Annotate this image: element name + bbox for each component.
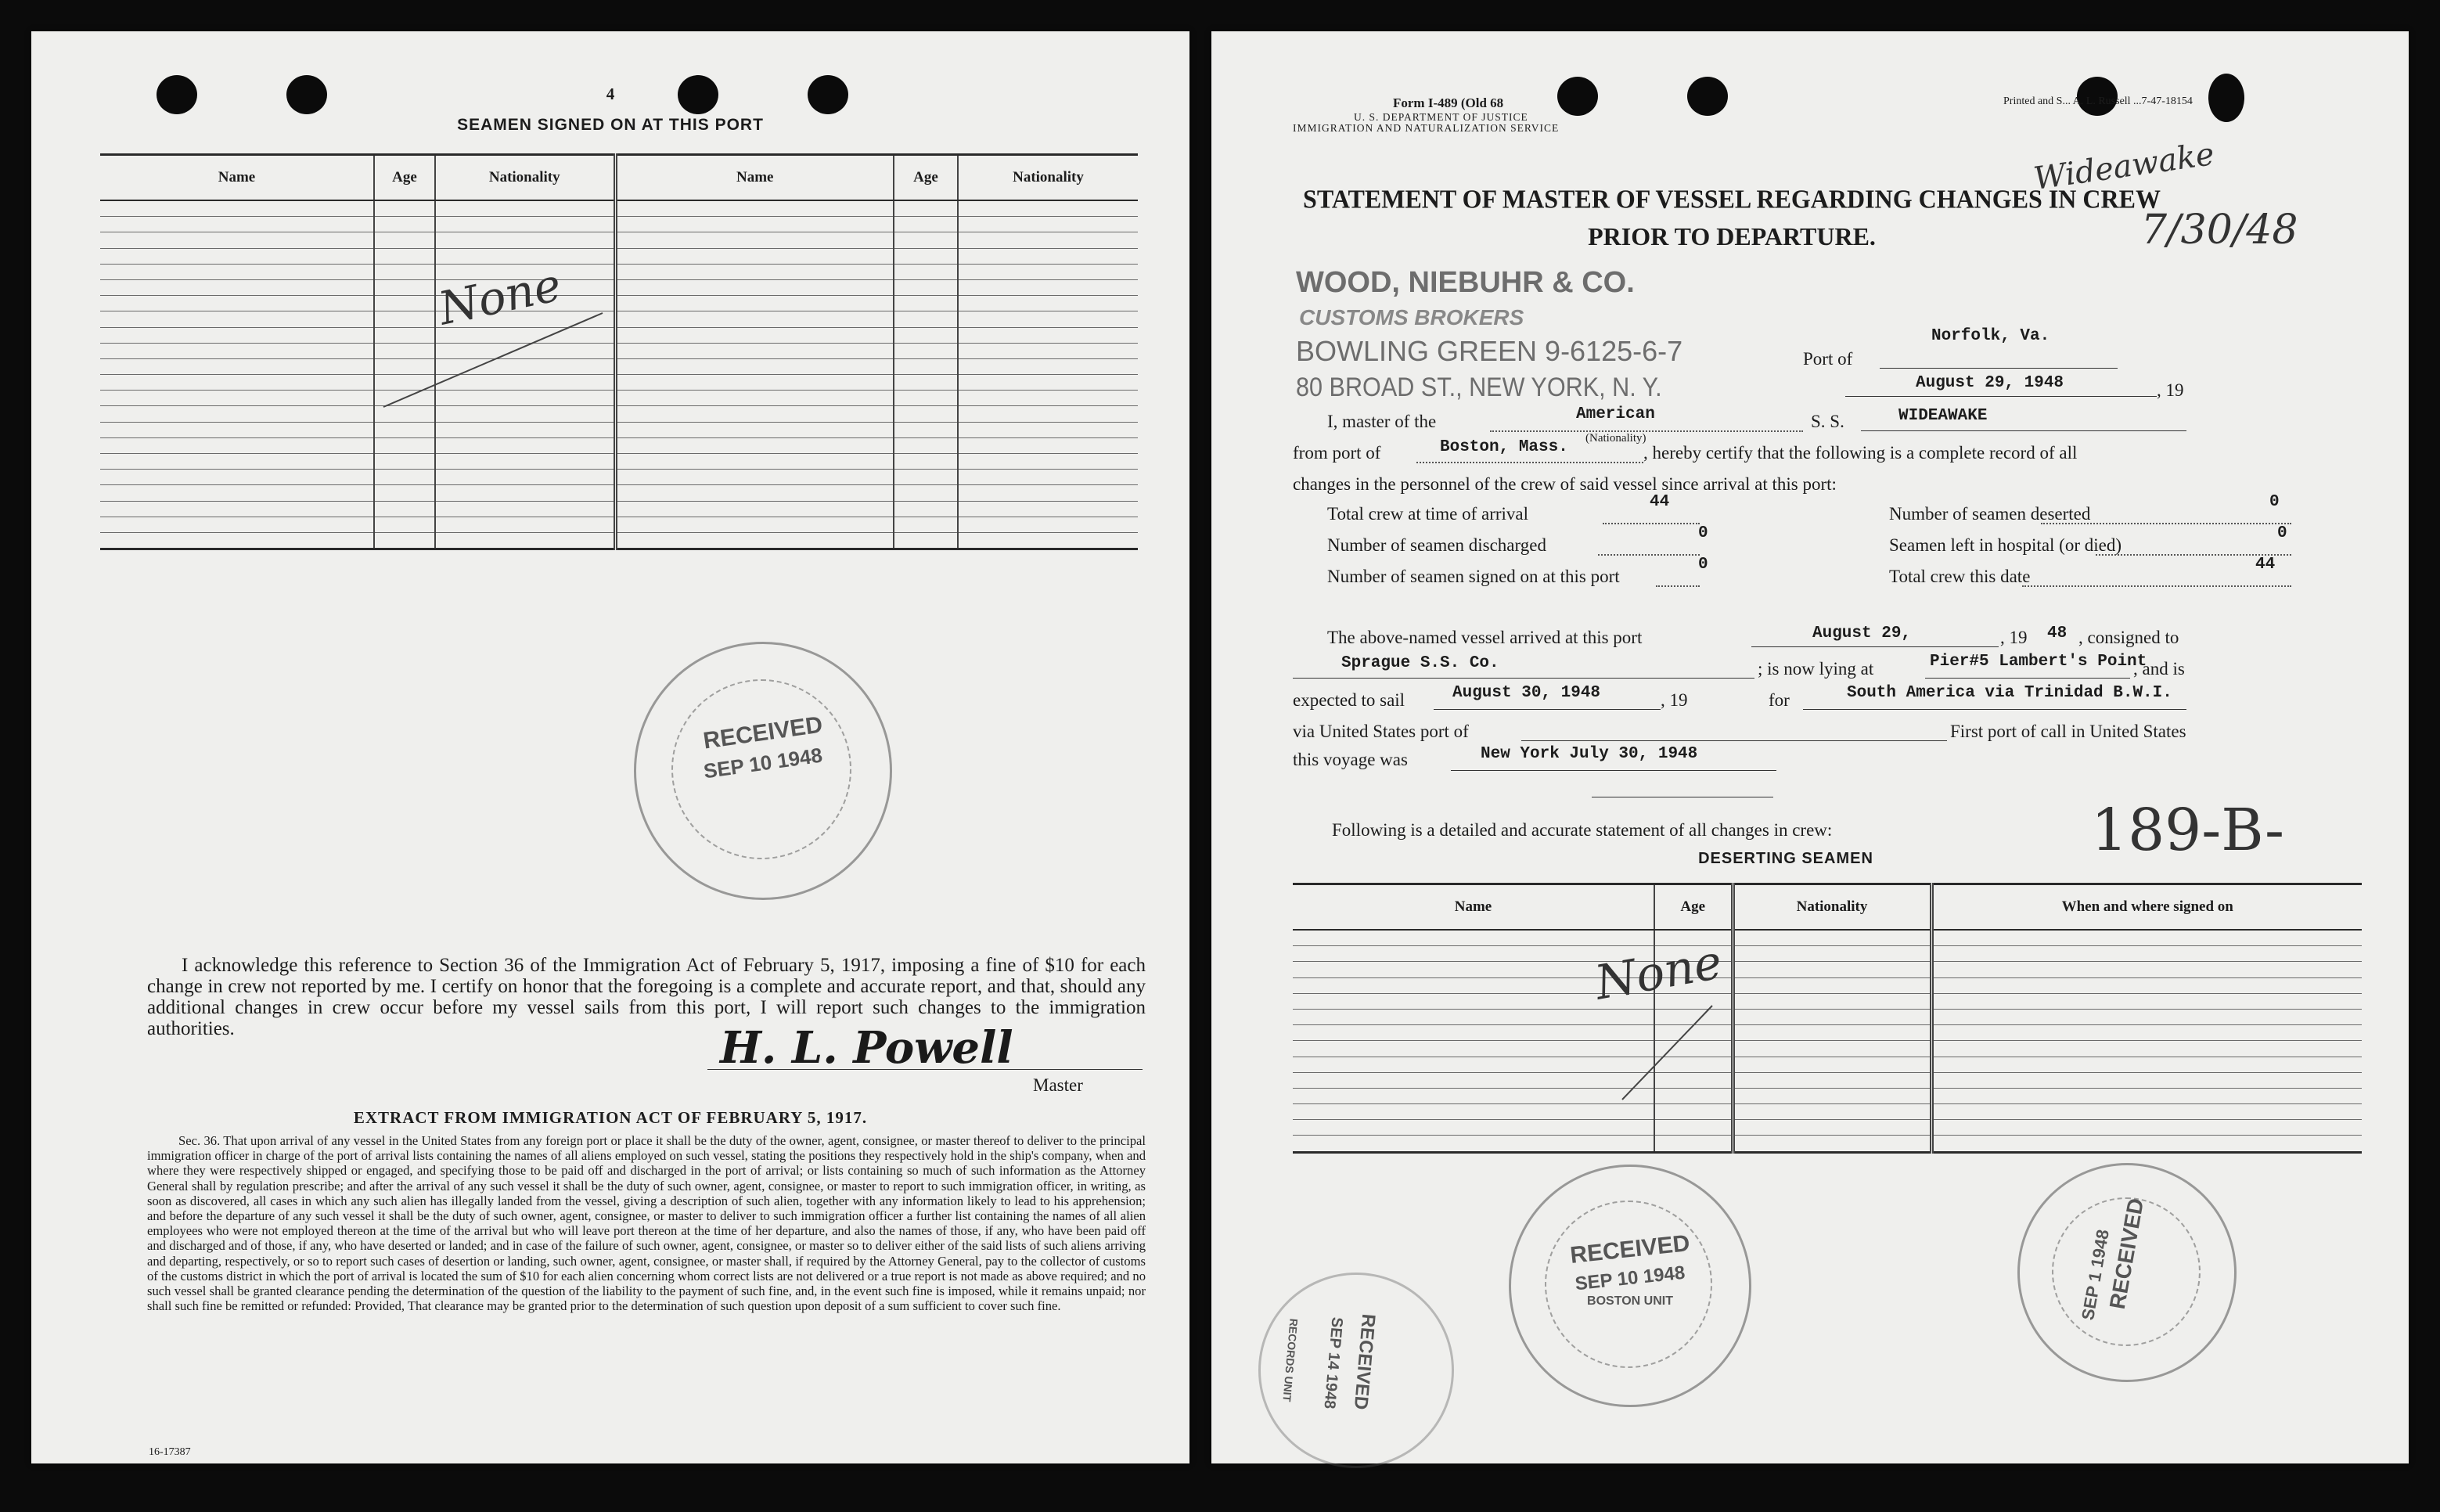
table-cell <box>958 517 1138 532</box>
table-row <box>100 422 1138 437</box>
table-cell <box>958 232 1138 248</box>
table-cell <box>435 232 615 248</box>
handwritten-none: None <box>1591 934 1726 1011</box>
destination: South America via Trinidad B.W.I. <box>1847 684 2172 702</box>
table-cell <box>958 454 1138 470</box>
service-line: IMMIGRATION AND NATURALIZATION SERVICE <box>1293 122 1560 134</box>
table-cell <box>1733 977 1931 993</box>
table-row <box>100 406 1138 422</box>
punch-hole <box>1687 77 1728 116</box>
table-cell <box>894 532 958 549</box>
table-cell <box>958 391 1138 406</box>
table-cell <box>100 232 374 248</box>
table-row <box>100 248 1138 264</box>
table-row <box>1293 1120 2362 1136</box>
table-cell <box>1733 1025 1931 1041</box>
stamp-date: SEP 10 1948 <box>1574 1262 1686 1295</box>
table-cell <box>1733 962 1931 977</box>
nationality-value: American <box>1576 405 1655 423</box>
table-cell <box>100 296 374 311</box>
table-row <box>100 391 1138 406</box>
table-cell <box>615 217 894 232</box>
table-cell <box>100 217 374 232</box>
table-cell <box>1733 993 1931 1009</box>
table-cell <box>374 454 435 470</box>
master-of-label: I, master of the <box>1327 412 1437 431</box>
arrived-value: August 29, <box>1812 625 1912 643</box>
table-cell <box>100 485 374 501</box>
signed-on-table <box>100 153 1138 550</box>
col-header-age: Age <box>1654 884 1733 931</box>
table-row <box>1293 1088 2362 1103</box>
table-cell <box>1293 1041 1654 1057</box>
stamp-word: RECEIVED <box>2104 1196 2149 1312</box>
strike-line <box>376 305 610 415</box>
file-number: 189-B- <box>2091 797 2285 864</box>
voyage-label: this voyage was <box>1293 750 1408 769</box>
form-code: 16-17387 <box>149 1446 191 1458</box>
table-cell <box>1293 1104 1654 1120</box>
table-cell <box>435 517 615 532</box>
table-cell <box>1931 962 2362 977</box>
table-cell <box>958 422 1138 437</box>
table-row <box>100 232 1138 248</box>
table-cell <box>894 200 958 217</box>
table-cell <box>100 454 374 470</box>
form-title: STATEMENT OF MASTER OF VESSEL REGARDING CHANGES IN CREW <box>1303 184 2161 214</box>
stamp-word: RECEIVED <box>701 711 825 754</box>
department-line: U. S. DEPARTMENT OF JUSTICE <box>1354 111 1528 123</box>
table-cell <box>100 327 374 343</box>
table-cell <box>958 248 1138 264</box>
table-cell <box>435 485 615 501</box>
stat-value: 44 <box>2255 556 2276 574</box>
table-cell <box>1931 1057 2362 1072</box>
col-header-age: Age <box>894 155 958 201</box>
table-cell <box>1654 1120 1733 1136</box>
table-cell <box>100 279 374 295</box>
table-cell <box>1293 1120 1654 1136</box>
table-cell <box>615 406 894 422</box>
table-row <box>1293 993 2362 1009</box>
via-label: via United States port of <box>1293 722 1469 741</box>
stat-label: Number of seamen deserted <box>1889 504 2091 524</box>
table-cell <box>435 454 615 470</box>
voyage-value: New York July 30, 1948 <box>1481 745 1698 763</box>
agent-phone-stamp: BOWLING GREEN 9-6125-6-7 <box>1296 335 1683 367</box>
table-row <box>1293 1057 2362 1072</box>
table-cell <box>958 532 1138 549</box>
table-cell <box>374 470 435 485</box>
extract-text: Sec. 36. That upon arrival of any vessel in the United States from any foreign port or place it shall be the duty of the owner, agent, consignee, or master thereof to deliver to the principal immigration officer in charge of the port of arrival lists containing the names of all aliens employed on such vessel, stating the positions they respectively hold in the ship's company, when and where they were respectively shipped or engaged, and specifying those to be paid off and discharged in the port of arrival; or lists containing so much of such information as the Attorney General shall by regulation prescribe; and after the arrival of any such vessel it shall be the duty of such owner, agent, consignee, or master to report to such immigration officer, in writing, as soon as discovered, all cases in which any such alien has illegally landed from the vessel, giving a description of such alien, together with any information likely to lead to his apprehension; and before the departure of any such vessel it shall be the duty of such owner, agent, consignee, or master to deliver to such immigration officer a further list containing the names of all alien employees who were not employed thereon at the time of the arrival but who will leave port thereon at the time of her departure, and also the names of those, if any, who have been paid off and discharged and of those, if any, who have deserted or landed; and in case of the failure of such owner, agent, consignee, or master so to deliver either of the said lists of such aliens arriving and departing, respectively, or so to report such cases of desertion or landing, such owner, agent, consignee, or master shall, if required by the Attorney General, pay to the collector of customs of the customs district in which the port of arrival is located the sum of $10 for each alien concerning whom correct lists are not delivered or a true report is not made as above required; and no such vessel shall be granted clearance pending the determination of the question of the liability to the payment of such fine, and, in the event such fine is imposed, while it remains unpaid; nor shall such fine be remitted or refunded: Provided, That clearance may be granted prior to the determination of such question upon deposit of a sum sufficient to cover such fine. <box>147 1133 1146 1314</box>
table-cell <box>958 279 1138 295</box>
form-subtitle: PRIOR TO DEPARTURE. <box>1588 222 1876 250</box>
table-cell <box>100 406 374 422</box>
table-cell <box>435 437 615 453</box>
consigned-label: , consigned to <box>2078 628 2179 647</box>
table-cell <box>958 437 1138 453</box>
stat-label: Seamen left in hospital (or died) <box>1889 535 2122 555</box>
table-cell <box>1293 1025 1654 1041</box>
table-cell <box>1654 1104 1733 1120</box>
table-cell <box>958 217 1138 232</box>
table-row <box>1293 1041 2362 1057</box>
col-header-name: Name <box>1293 884 1654 931</box>
deserting-rows <box>1293 930 2362 1152</box>
table-cell <box>1293 1088 1654 1103</box>
following-text: Following is a detailed and accurate statement of all changes in crew: <box>1332 820 1833 840</box>
page-number: 4 <box>606 85 615 103</box>
vessel-name: WIDEAWAKE <box>1898 407 1988 425</box>
table-cell <box>615 517 894 532</box>
table-row <box>100 358 1138 374</box>
stat-value: 0 <box>2269 493 2280 511</box>
port-value: Norfolk, Va. <box>1931 327 2050 345</box>
table-row <box>100 327 1138 343</box>
arrived-year: 48 <box>2047 625 2068 643</box>
table-cell <box>615 375 894 391</box>
table-row <box>1293 1136 2362 1152</box>
expected-value: August 30, 1948 <box>1452 684 1601 702</box>
table-cell <box>1931 1009 2362 1024</box>
agent-role-stamp: CUSTOMS BROKERS <box>1299 305 1524 329</box>
table-cell <box>1733 1057 1931 1072</box>
table-cell <box>374 485 435 501</box>
table-cell <box>894 485 958 501</box>
table-row <box>100 437 1138 453</box>
table-cell <box>615 232 894 248</box>
stamp-date: SEP 1 1948 <box>2078 1228 2113 1322</box>
table-cell <box>100 200 374 217</box>
table-cell <box>958 485 1138 501</box>
table-cell <box>1931 1120 2362 1136</box>
table-row <box>1293 977 2362 993</box>
table-cell <box>100 391 374 406</box>
expected-year: , 19 <box>1661 690 1688 710</box>
punch-hole <box>1557 77 1598 116</box>
table-cell <box>374 248 435 264</box>
lying-suffix: , and is <box>2133 659 2185 679</box>
expected-label: expected to sail <box>1293 690 1405 710</box>
stamp-date: SEP 14 1948 <box>1320 1316 1346 1410</box>
table-row <box>100 501 1138 517</box>
ss-label: S. S. <box>1811 412 1844 431</box>
handwritten-ship-name: Wideawake <box>2031 136 2217 197</box>
certify-text: , hereby certify that the following is a complete record of all <box>1643 443 2078 463</box>
table-cell <box>894 217 958 232</box>
table-cell <box>1293 1072 1654 1088</box>
stat-label: Number of seamen discharged <box>1327 535 1546 555</box>
table-cell <box>958 343 1138 358</box>
handwritten-none: None <box>434 257 566 336</box>
lying-value: Pier#5 Lambert's Point <box>1930 653 2147 671</box>
deserting-table <box>1293 883 2362 1154</box>
table-cell <box>894 375 958 391</box>
from-port-label: from port of <box>1293 443 1381 463</box>
table-row <box>100 279 1138 295</box>
printer-note: Printed and S... A. L. Russell ...7-47-18154 <box>2003 95 2193 107</box>
table-cell <box>958 311 1138 327</box>
col-header-name: Name <box>615 155 894 201</box>
table-cell <box>615 296 894 311</box>
table-cell <box>894 454 958 470</box>
consignee: Sprague S.S. Co. <box>1341 654 1499 672</box>
table-cell <box>894 343 958 358</box>
table-cell <box>958 470 1138 485</box>
table-cell <box>1293 1009 1654 1024</box>
table-cell <box>615 485 894 501</box>
agent-address-stamp: 80 BROAD ST., NEW YORK, N. Y. <box>1296 373 1662 402</box>
nationality-caption: (Nationality) <box>1585 432 1646 445</box>
table-cell <box>1654 1136 1733 1152</box>
table-cell <box>374 437 435 453</box>
table-row <box>1293 1025 2362 1041</box>
extract-heading: EXTRACT FROM IMMIGRATION ACT OF FEBRUARY 5, 1917. <box>353 1108 868 1127</box>
table-cell <box>1733 1136 1931 1152</box>
table-cell <box>615 248 894 264</box>
stat-label: Total crew at time of arrival <box>1327 504 1529 524</box>
first-port-label: First port of call in United States <box>1950 722 2186 741</box>
col-header-nationality: Nationality <box>1733 884 1931 931</box>
table-cell <box>894 501 958 517</box>
left-page <box>31 31 1189 1463</box>
table-cell <box>894 422 958 437</box>
stat-value: 44 <box>1650 493 1670 511</box>
table-cell <box>1931 1025 2362 1041</box>
acknowledgement-text: I acknowledge this reference to Section 36 of the Immigration Act of February 5, 1917, imposing a fine of $10 for each change in crew not reported by me. I certify on honor that the foregoing is a complete and accurate report, and that, should any additional changes in crew occur before my vessel sails from this port, I will report such changes to the immigration authorities. <box>147 955 1146 1039</box>
table-cell <box>894 311 958 327</box>
table-cell <box>374 264 435 279</box>
table-cell <box>894 406 958 422</box>
table-cell <box>435 422 615 437</box>
form-number: Form I-489 (Old 68 <box>1393 95 1504 110</box>
table-row <box>100 296 1138 311</box>
table-cell <box>615 200 894 217</box>
date-value: August 29, 1948 <box>1916 374 2064 392</box>
table-cell <box>894 437 958 453</box>
table-cell <box>1293 1136 1654 1152</box>
stamp-sub: RECORDS UNIT <box>1280 1318 1301 1402</box>
received-stamp <box>634 642 892 900</box>
table-cell <box>100 358 374 374</box>
table-cell <box>615 470 894 485</box>
stat-label: Number of seamen signed on at this port <box>1327 567 1620 586</box>
table-cell <box>958 375 1138 391</box>
table-row <box>100 470 1138 485</box>
table-cell <box>1931 930 2362 946</box>
table-cell <box>958 296 1138 311</box>
col-header-name: Name <box>100 155 374 201</box>
table-cell <box>100 311 374 327</box>
table-cell <box>958 200 1138 217</box>
stamp-date: SEP 10 1948 <box>702 743 824 783</box>
port-label: Port of <box>1803 349 1853 369</box>
table-cell <box>1293 930 1654 946</box>
table-cell <box>615 343 894 358</box>
stamp-word: RECEIVED <box>1568 1230 1691 1269</box>
deserting-heading: DESERTING SEAMEN <box>1698 850 1873 867</box>
table-cell <box>100 501 374 517</box>
table-cell <box>894 470 958 485</box>
table-cell <box>894 517 958 532</box>
stat-label: Total crew this date <box>1889 567 2031 586</box>
table-cell <box>100 375 374 391</box>
table-cell <box>1931 977 2362 993</box>
table-cell <box>374 200 435 217</box>
table-cell <box>894 279 958 295</box>
stat-value: 0 <box>1698 524 1708 542</box>
table-cell <box>374 279 435 295</box>
table-cell <box>894 327 958 343</box>
table-cell <box>1733 1009 1931 1024</box>
table-cell <box>435 217 615 232</box>
table-cell <box>894 391 958 406</box>
table-cell <box>958 501 1138 517</box>
table-cell <box>1733 1088 1931 1103</box>
table-cell <box>958 264 1138 279</box>
table-row <box>100 311 1138 327</box>
table-cell <box>615 264 894 279</box>
table-cell <box>615 454 894 470</box>
strike-line <box>1618 1002 1720 1103</box>
table-row <box>100 517 1138 532</box>
col-header-nationality: Nationality <box>435 155 615 201</box>
table-cell <box>894 358 958 374</box>
table-cell <box>1733 1041 1931 1057</box>
table-cell <box>1931 1072 2362 1088</box>
table-cell <box>958 358 1138 374</box>
received-stamp <box>1258 1273 1454 1468</box>
year-suffix: , 19 <box>2157 380 2184 400</box>
table-cell <box>958 327 1138 343</box>
punch-hole <box>2208 74 2244 122</box>
table-cell <box>1931 1041 2362 1057</box>
table-cell <box>894 264 958 279</box>
table-cell <box>1733 930 1931 946</box>
table-cell <box>1931 1104 2362 1120</box>
signed-on-rows <box>100 200 1138 549</box>
table-cell <box>1733 946 1931 962</box>
table-cell <box>100 532 374 549</box>
table-cell <box>615 532 894 549</box>
for-label: for <box>1769 690 1790 710</box>
table-row <box>1293 930 2362 946</box>
table-row <box>1293 1009 2362 1024</box>
table-row <box>1293 946 2362 962</box>
table-cell <box>100 517 374 532</box>
table-cell <box>1931 1088 2362 1103</box>
table-row <box>100 200 1138 217</box>
col-header-signed-on: When and where signed on <box>1931 884 2362 931</box>
col-header-age: Age <box>374 155 435 201</box>
table-row <box>1293 1072 2362 1088</box>
col-header-nationality: Nationality <box>958 155 1138 201</box>
table-cell <box>615 437 894 453</box>
table-cell <box>1733 1120 1931 1136</box>
agent-name-stamp: WOOD, NIEBUHR & CO. <box>1296 266 1635 299</box>
arrived-year-prefix: , 19 <box>2000 628 2028 647</box>
table-cell <box>1293 1057 1654 1072</box>
table-cell <box>435 248 615 264</box>
lying-label: ; is now lying at <box>1758 659 1874 679</box>
stamp-sub: BOSTON UNIT <box>1587 1294 1673 1308</box>
table-cell <box>894 248 958 264</box>
table-cell <box>894 232 958 248</box>
table-row <box>100 217 1138 232</box>
table-cell <box>615 501 894 517</box>
stamp-word: RECEIVED <box>1349 1312 1380 1411</box>
table-row <box>100 485 1138 501</box>
arrived-label: The above-named vessel arrived at this port <box>1327 628 1643 647</box>
table-cell <box>1931 993 2362 1009</box>
stat-value: 0 <box>2277 524 2287 542</box>
table-cell <box>374 422 435 437</box>
table-cell <box>894 296 958 311</box>
table-cell <box>1733 1104 1931 1120</box>
table-cell <box>100 470 374 485</box>
table-row <box>1293 962 2362 977</box>
table-cell <box>435 470 615 485</box>
received-stamp <box>1509 1165 1751 1407</box>
table-cell <box>374 501 435 517</box>
table-cell <box>100 248 374 264</box>
table-cell <box>1733 1072 1931 1088</box>
table-cell <box>374 532 435 549</box>
certify-text-2: changes in the personnel of the crew of said vessel since arrival at this port: <box>1293 474 1837 494</box>
table-cell <box>1931 946 2362 962</box>
table-row <box>100 454 1138 470</box>
table-cell <box>958 406 1138 422</box>
table-cell <box>100 437 374 453</box>
table-cell <box>435 532 615 549</box>
signature-title: Master <box>1033 1075 1083 1095</box>
table-cell <box>100 264 374 279</box>
table-cell <box>374 517 435 532</box>
right-page <box>1211 31 2409 1463</box>
table-cell <box>100 343 374 358</box>
received-stamp <box>2017 1163 2237 1382</box>
table-cell <box>615 422 894 437</box>
handwritten-date: 7/30/48 <box>2141 207 2298 254</box>
table-row <box>100 264 1138 279</box>
table-cell <box>100 422 374 437</box>
table-row <box>100 343 1138 358</box>
table-cell <box>374 217 435 232</box>
table-cell <box>435 501 615 517</box>
master-signature: H. L. Powell <box>720 1022 1013 1074</box>
table-cell <box>615 311 894 327</box>
table-cell <box>615 391 894 406</box>
section-heading: SEAMEN SIGNED ON AT THIS PORT <box>457 116 764 134</box>
table-cell <box>615 327 894 343</box>
table-cell <box>435 200 615 217</box>
table-row <box>100 375 1138 391</box>
table-row <box>100 532 1138 549</box>
from-port-value: Boston, Mass. <box>1440 438 1568 456</box>
table-row <box>1293 1104 2362 1120</box>
table-cell <box>615 279 894 295</box>
stat-value: 0 <box>1698 556 1708 574</box>
table-cell <box>374 232 435 248</box>
table-cell <box>615 358 894 374</box>
